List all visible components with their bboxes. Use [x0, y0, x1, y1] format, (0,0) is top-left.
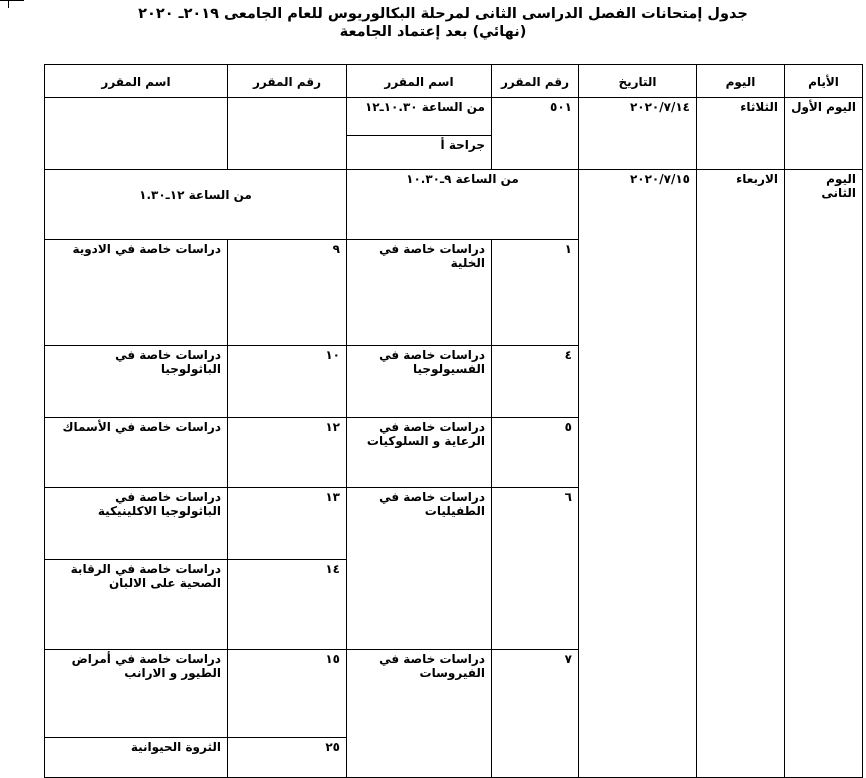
- course-no-b: ٢٥: [228, 738, 347, 778]
- course-name-b: دراسات خاصة في الرقابة الصحية على الالبان: [45, 560, 228, 650]
- header-weekday: اليوم: [697, 65, 785, 98]
- course-name-b: دراسات خاصة في الباثولوجيا: [45, 346, 228, 418]
- day2-time-row: [45, 170, 863, 240]
- page-title: جدول إمتحانات الفصل الدراسى الثانى لمرحلة البكالوريوس للعام الجامعى ٢٠١٩ـ ٢٠٢٠: [138, 6, 748, 22]
- course-name-a: دراسات خاصة في الخلية: [347, 240, 492, 346]
- day2-date: ٢٠٢٠/٧/١٥: [579, 170, 697, 778]
- course-name-b: دراسات خاصة في أمراض الطيور و الارانب: [45, 650, 228, 738]
- day1-weekday: الثلاثاء: [697, 98, 785, 170]
- course-name-b: الثروة الحيوانية: [45, 738, 228, 778]
- day1-empty-no: [228, 98, 347, 170]
- day1-course-no: ٥٠١: [492, 98, 579, 170]
- course-no-b: ١٤: [228, 560, 347, 650]
- course-name-a: دراسات خاصة في الطفيليات: [347, 488, 492, 650]
- header-course-no: رقم المقرر: [492, 65, 579, 98]
- course-no-b: ١٠: [228, 346, 347, 418]
- course-no-a: ١: [492, 240, 579, 346]
- course-name-b: دراسات خاصة في الادوية: [45, 240, 228, 346]
- course-no-a: ٦: [492, 488, 579, 650]
- day1-date: ٢٠٢٠/٧/١٤: [579, 98, 697, 170]
- header-course-name-2: اسم المقرر: [45, 65, 228, 98]
- course-no-b: ١٥: [228, 650, 347, 738]
- header-course-name: اسم المقرر: [347, 65, 492, 98]
- course-name-a: دراسات خاصة في الرعاية و السلوكيات: [347, 418, 492, 488]
- day1-label: اليوم الأول: [785, 98, 863, 170]
- day1-course-name: جراحة أ: [347, 136, 492, 170]
- course-name-a: دراسات خاصة في الفيروسات: [347, 650, 492, 778]
- day2-time-b: من الساعة ١٢ـ١.٣٠: [45, 170, 347, 240]
- day1-time: من الساعة ١٠.٣٠ـ١٢: [347, 98, 492, 136]
- day1-empty-name: [45, 98, 228, 170]
- course-no-b: ١٣: [228, 488, 347, 560]
- course-no-b: ٩: [228, 240, 347, 346]
- exam-schedule-table: [44, 64, 863, 778]
- header-row: [45, 65, 863, 98]
- day1-row: [45, 98, 863, 136]
- page-subtitle: (نهائي) بعد إعتماد الجامعة: [339, 24, 527, 40]
- course-name-b: دراسات خاصة في الأسماك: [45, 418, 228, 488]
- course-no-b: ١٢: [228, 418, 347, 488]
- course-no-a: ٥: [492, 418, 579, 488]
- day2-weekday: الاربعاء: [697, 170, 785, 778]
- header-days: الأيام: [785, 65, 863, 98]
- course-no-a: ٤: [492, 346, 579, 418]
- day2-time-a: من الساعة ٩ـ١٠.٣٠: [347, 170, 579, 240]
- course-name-a: دراسات خاصة في الفسيولوجيا: [347, 346, 492, 418]
- day2-label: اليوم الثانى: [785, 170, 863, 778]
- course-name-b: دراسات خاصة في الباثولوجيا الاكلينيكية: [45, 488, 228, 560]
- header-date: التاريخ: [579, 65, 697, 98]
- course-no-a: ٧: [492, 650, 579, 778]
- header-course-no-2: رقم المقرر: [228, 65, 347, 98]
